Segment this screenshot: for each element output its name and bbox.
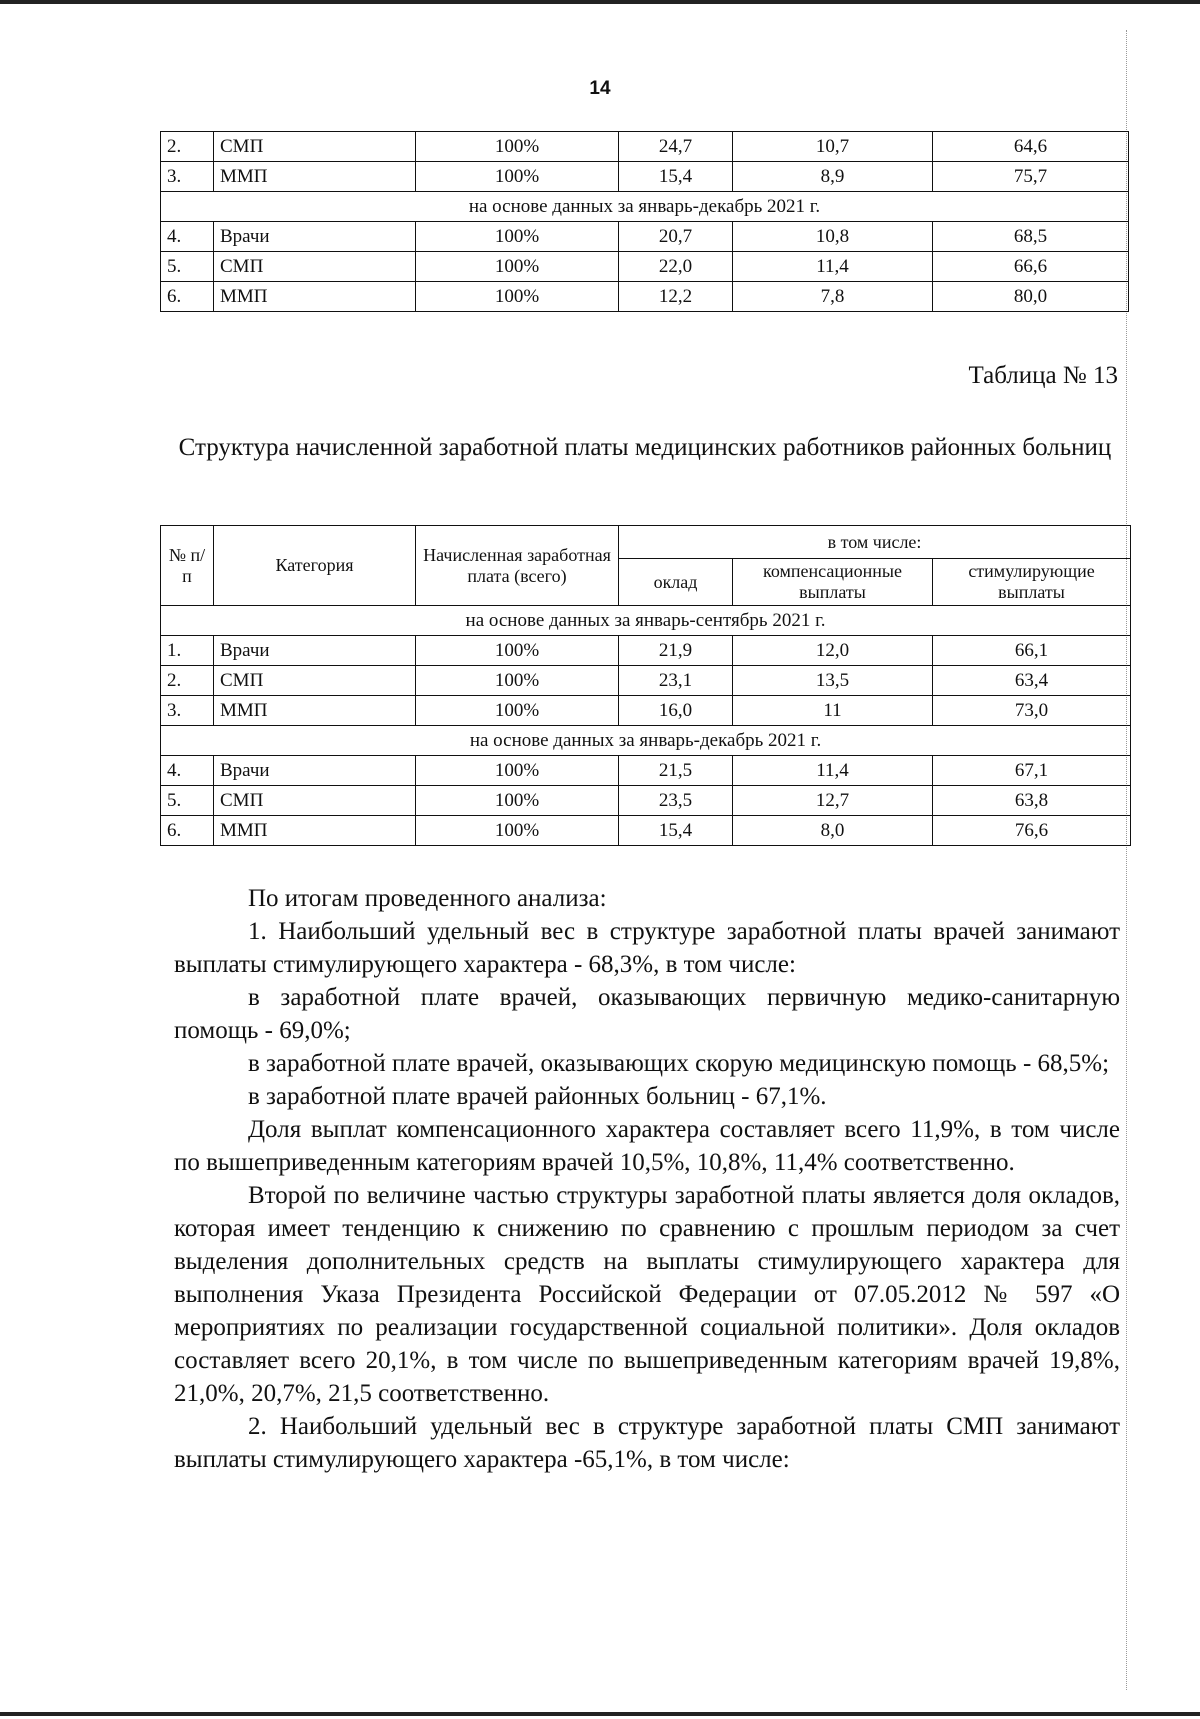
header-salary: оклад bbox=[619, 559, 733, 606]
total-cell: 100% bbox=[416, 756, 619, 786]
comp-cell: 11,4 bbox=[733, 756, 933, 786]
table-row bbox=[161, 666, 1131, 696]
row-number: 3. bbox=[161, 696, 214, 726]
paragraph: 1. Наибольший удельный вес в структуре заработной платы врачей занимают выплаты стимулирующего характера - 68,3%, в том числе: bbox=[174, 918, 1120, 978]
table-13-caption: Таблица № 13 bbox=[968, 362, 1118, 389]
paragraph: в заработной плате врачей районных больниц - 67,1%. bbox=[248, 1083, 827, 1110]
section-label: на основе данных за январь-декабрь 2021 г. bbox=[161, 192, 1129, 222]
section-row bbox=[161, 606, 1131, 636]
table-row bbox=[161, 696, 1131, 726]
salary-cell: 20,7 bbox=[619, 222, 733, 252]
salary-cell: 21,5 bbox=[619, 756, 733, 786]
row-number: 2. bbox=[161, 666, 214, 696]
salary-cell: 21,9 bbox=[619, 636, 733, 666]
category-cell: Врачи bbox=[214, 222, 416, 252]
salary-cell: 12,2 bbox=[619, 282, 733, 312]
category-cell: Врачи bbox=[214, 756, 416, 786]
page-number: 14 bbox=[589, 78, 611, 99]
comp-cell: 12,7 bbox=[733, 786, 933, 816]
comp-cell: 13,5 bbox=[733, 666, 933, 696]
row-number: 4. bbox=[161, 756, 214, 786]
stim-cell: 64,6 bbox=[933, 132, 1129, 162]
table-row bbox=[161, 816, 1131, 846]
row-number: 4. bbox=[161, 222, 214, 252]
comp-cell: 11 bbox=[733, 696, 933, 726]
paragraph: в заработной плате врачей, оказывающих первичную медико-санитарную помощь - 69,0%; bbox=[174, 984, 1120, 1044]
row-number: 6. bbox=[161, 816, 214, 846]
comp-cell: 11,4 bbox=[733, 252, 933, 282]
paragraph: По итогам проведенного анализа: bbox=[248, 885, 607, 912]
stim-cell: 75,7 bbox=[933, 162, 1129, 192]
category-cell: Врачи bbox=[214, 636, 416, 666]
total-cell: 100% bbox=[416, 162, 619, 192]
category-cell: ММП bbox=[214, 282, 416, 312]
salary-cell: 24,7 bbox=[619, 132, 733, 162]
comp-cell: 12,0 bbox=[733, 636, 933, 666]
scan-edge-bottom bbox=[0, 1712, 1200, 1716]
row-number: 6. bbox=[161, 282, 214, 312]
table-row bbox=[161, 786, 1131, 816]
paragraph: Второй по величине частью структуры заработной платы является доля окладов, которая имеет тенденцию к снижению по сравнению с прошлым периодом за счет выделения дополнительных средств на выплаты стимулирующего характера для выполнения Указа Президента Российской Федерации от 07.05.2012 № 597 «О мероприятиях по реализации государственной социальной политики». Доля окладов составляет всего 20,1%, в том числе по вышеприведенным категориям врачей 19,8%, 21,0%, 20,7%, 21,5 соответственно. bbox=[174, 1182, 1120, 1407]
total-cell: 100% bbox=[416, 222, 619, 252]
table-row bbox=[161, 132, 1129, 162]
salary-cell: 23,5 bbox=[619, 786, 733, 816]
paragraph: Доля выплат компенсационного характера составляет всего 11,9%, в том числе по вышеприведенным категориям врачей 10,5%, 10,8%, 11,4% соответственно. bbox=[174, 1116, 1120, 1176]
stim-cell: 73,0 bbox=[933, 696, 1131, 726]
stim-cell: 63,4 bbox=[933, 666, 1131, 696]
total-cell: 100% bbox=[416, 636, 619, 666]
paragraph: в заработной плате врачей, оказывающих скорую медицинскую помощь - 68,5%; bbox=[248, 1050, 1110, 1077]
header-stim: стимулирующие выплаты bbox=[933, 559, 1131, 606]
header-comp: компенсационные выплаты bbox=[733, 559, 933, 606]
stim-cell: 63,8 bbox=[933, 786, 1131, 816]
total-cell: 100% bbox=[416, 132, 619, 162]
total-cell: 100% bbox=[416, 252, 619, 282]
table-13-body bbox=[161, 606, 1131, 846]
total-cell: 100% bbox=[416, 786, 619, 816]
row-number: 5. bbox=[161, 252, 214, 282]
section-row bbox=[161, 726, 1131, 756]
comp-cell: 10,7 bbox=[733, 132, 933, 162]
section-label: на основе данных за январь-сентябрь 2021 г. bbox=[161, 606, 1131, 636]
header-num: № п/п bbox=[161, 526, 214, 606]
category-cell: ММП bbox=[214, 162, 416, 192]
table-row bbox=[161, 222, 1129, 252]
table-continuation bbox=[160, 131, 1129, 312]
category-cell: СМП bbox=[214, 252, 416, 282]
category-cell: СМП bbox=[214, 786, 416, 816]
salary-cell: 23,1 bbox=[619, 666, 733, 696]
paragraph: 2. Наибольший удельный вес в структуре заработной платы СМП занимают выплаты стимулирующего характера -65,1%, в том числе: bbox=[174, 1413, 1120, 1473]
salary-cell: 15,4 bbox=[619, 816, 733, 846]
stim-cell: 76,6 bbox=[933, 816, 1131, 846]
total-cell: 100% bbox=[416, 816, 619, 846]
row-number: 1. bbox=[161, 636, 214, 666]
section-label: на основе данных за январь-декабрь 2021 г. bbox=[161, 726, 1131, 756]
stim-cell: 67,1 bbox=[933, 756, 1131, 786]
scan-edge-top bbox=[0, 0, 1200, 4]
salary-cell: 16,0 bbox=[619, 696, 733, 726]
comp-cell: 7,8 bbox=[733, 282, 933, 312]
comp-cell: 8,0 bbox=[733, 816, 933, 846]
table-continuation-body bbox=[161, 132, 1129, 312]
row-number: 5. bbox=[161, 786, 214, 816]
salary-cell: 22,0 bbox=[619, 252, 733, 282]
stim-cell: 68,5 bbox=[933, 222, 1129, 252]
table-row bbox=[161, 252, 1129, 282]
category-cell: СМП bbox=[214, 132, 416, 162]
category-cell: СМП bbox=[214, 666, 416, 696]
comp-cell: 8,9 bbox=[733, 162, 933, 192]
body-text bbox=[174, 882, 1120, 1476]
table-13-title: Структура начисленной заработной платы медицинских работников районных больниц bbox=[178, 434, 1112, 461]
total-cell: 100% bbox=[416, 696, 619, 726]
salary-cell: 15,4 bbox=[619, 162, 733, 192]
table-13 bbox=[160, 525, 1131, 846]
section-row bbox=[161, 192, 1129, 222]
header-including: в том числе: bbox=[619, 526, 1131, 559]
table-row bbox=[161, 756, 1131, 786]
total-cell: 100% bbox=[416, 282, 619, 312]
stim-cell: 66,1 bbox=[933, 636, 1131, 666]
comp-cell: 10,8 bbox=[733, 222, 933, 252]
header-total: Начисленная заработная плата (всего) bbox=[416, 526, 619, 606]
table-row bbox=[161, 636, 1131, 666]
header-category: Категория bbox=[214, 526, 416, 606]
row-number: 3. bbox=[161, 162, 214, 192]
category-cell: ММП bbox=[214, 816, 416, 846]
stim-cell: 80,0 bbox=[933, 282, 1129, 312]
total-cell: 100% bbox=[416, 666, 619, 696]
row-number: 2. bbox=[161, 132, 214, 162]
stim-cell: 66,6 bbox=[933, 252, 1129, 282]
table-row bbox=[161, 162, 1129, 192]
table-row bbox=[161, 282, 1129, 312]
category-cell: ММП bbox=[214, 696, 416, 726]
